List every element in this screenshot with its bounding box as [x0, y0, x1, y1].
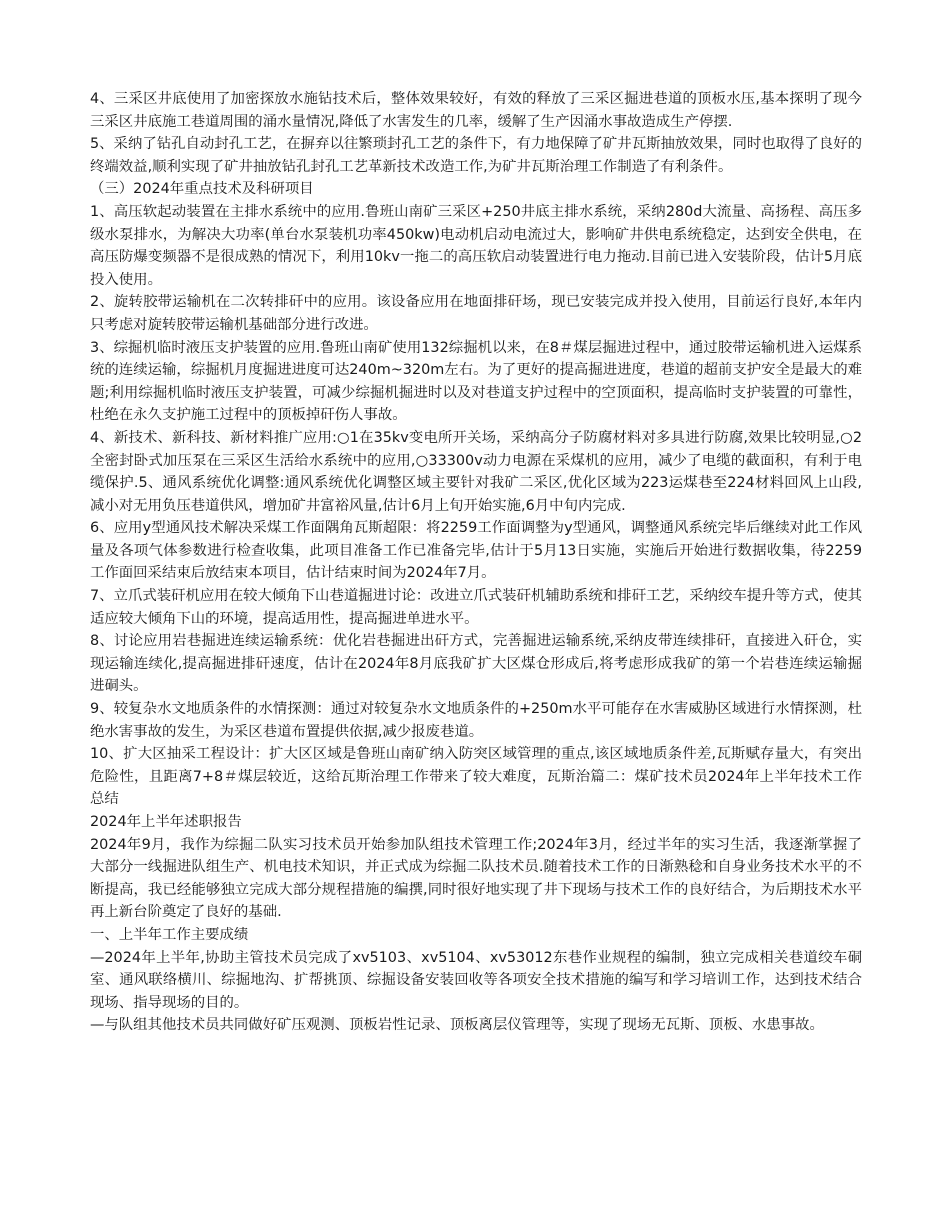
paragraph-project-9-hydrology: 9、较复杂水文地质条件的水情探测：通过对较复杂水文地质条件的+250m水平可能存在水害威胁区域进行水情探测，杜绝水害事故的发生，为采区巷道布置提供依据,减少报废巷道。	[90, 701, 862, 740]
paragraph-report-intro: 2024年9月，我作为综掘二队实习技术员开始参加队组技术管理工作;2024年3月，经过半年的实习生活，我逐渐掌握了大部分一线掘进队组生产、机电技术知识，并正式成为综掘二队技术员.随着技术工作的日渐熟稔和自身业务技术水平的不断提高，我已经能够独立完成大部分规程措施的编撰,同时很好地实现了井下现场与技术工作的良好结合，为后期技术水平再上新台阶奠定了良好的基础.	[90, 836, 862, 921]
paragraph-project-2-belt-conveyor: 2、旋转胶带运输机在二次转排矸中的应用。该设备应用在地面排矸场，现已安装完成并投入使用，目前运行良好,本年内只考虑对旋转胶带运输机基础部分进行改进。	[90, 294, 862, 333]
paragraph-project-6-y-ventilation: 6、应用y型通风技术解决采煤工作面隅角瓦斯超限：将2259工作面调整为y型通风，调整通风系统完毕后继续对此工作风量及各项气体参数进行检查收集，此项目准备工作已准备完毕,估计于5月13日实施，实施后开始进行数据收集，待2259工作面回采结束后放结束本项目，估计结束时间为2024年7月。	[90, 520, 862, 582]
report-title: 2024年上半年述职报告	[90, 814, 242, 830]
paragraph-project-7-loader: 7、立爪式装矸机应用在较大倾角下山巷道掘进讨论：改进立爪式装矸机辅助系统和排矸工艺，采纳绞车提升等方式，使其适应较大倾角下山的环境，提高适用性，提高掘进单进水平。	[90, 588, 862, 627]
paragraph-item-4-water-drilling: 4、三采区井底使用了加密探放水施钻技术后，整体效果较好，有效的释放了三采区掘进巷道的顶板水压,基本探明了现今三采区井底施工巷道周围的涌水量情况,降低了水害发生的几率，缓解了生产因涌水事故造成生产停摆.	[90, 91, 862, 130]
section-heading-2024-key-projects: （三）2024年重点技术及科研项目	[90, 181, 314, 198]
section-heading-achievements: 一、上半年工作主要成绩	[90, 926, 249, 943]
paragraph-project-4-new-technology: 4、新技术、新科技、新材料推广应用:○1在35kv变电所开关场，采纳高分子防腐材料对多具进行防腐,效果比较明显,○2全密封卧式加压泵在三采区生活给水系统中的应用,○33300v动力电源在采煤机的应用，减少了电缆的截面积，有利于电缆保护.5、通风系统优化调整:通风系统优化调整区域主要针对我矿二采区,优化区域为223运煤巷至224材料回风上山段,减小对无用负压巷道供风，增加矿井富裕风量,估计6月上旬开始实施,6月中旬内完成.	[90, 429, 862, 514]
document-body	[90, 88, 862, 1037]
paragraph-project-1-soft-start: 1、高压软起动装置在主排水系统中的应用.鲁班山南矿三采区+250井底主排水系统，采纳280d大流量、高扬程、高压多级水泵排水，为解决大功率(单台水泵装机功率450kw)电动机启动电流过大，影响矿井供电系统稳定，达到安全供电，在高压防爆变频器不是很成熟的情况下，利用10kv一拖二的高压软启动装置进行电力拖动.目前已进入安装阶段，估计5月底投入使用。	[90, 203, 862, 288]
paragraph-project-10-gas-drainage: 10、扩大区抽采工程设计：扩大区区域是鲁班山南矿纳入防突区域管理的重点,该区域地质条件差,瓦斯赋存量大，有突出危险性，且距离7+8＃煤层较近，这给瓦斯治理工作带来了较大难度，瓦斯治篇二：煤矿技术员2024年上半年技术工作总结	[90, 746, 862, 808]
paragraph-project-3-hydraulic-support: 3、综掘机临时液压支护装置的应用.鲁班山南矿使用132综掘机以来，在8＃煤层掘进过程中，通过胶带运输机进入运煤系统的连续运输，综掘机月度掘进进度可达240m~320m左右。为了更好的提高掘进进度，巷道的超前支护安全是最大的难题;利用综掘机临时液压支护装置，可减少综掘机掘进时以及对巷道支护过程中的空顶面积，提高临时支护装置的可靠性，杜绝在永久支护施工过程中的顶板掉矸伤人事故。	[90, 339, 862, 424]
paragraph-achievement-2: —与队组其他技术员共同做好矿压观测、顶板岩性记录、顶板离层仪管理等，实现了现场无瓦斯、顶板、水患事故。	[90, 1017, 824, 1034]
paragraph-item-5-borehole-sealing: 5、采纳了钻孔自动封孔工艺，在摒弃以往繁琐封孔工艺的条件下，有力地保障了矿井瓦斯抽放效果，同时也取得了良好的终端效益,顺利实现了矿井抽放钻孔封孔工艺革新技术改造工作,为矿井瓦斯治理工作制造了有利条件。	[90, 136, 862, 175]
paragraph-project-8-rock-roadway: 8、讨论应用岩巷掘进连续运输系统：优化岩巷掘进出矸方式，完善掘进运输系统,采纳皮带连续排矸，直接进入矸仓，实现运输连续化,提高掘进排矸速度，估计在2024年8月底我矿扩大区煤仓形成后,将考虑形成我矿的第一个岩巷连续运输掘进硐头。	[90, 633, 862, 695]
paragraph-achievement-1: —2024年上半年,协助主管技术员完成了xv5103、xv5104、xv53012东巷作业规程的编制，独立完成相关巷道绞车硐室、通风联络横川、综掘地沟、扩帮挑顶、综掘设备安装回收等各项安全技术措施的编写和学习培训工作，达到技术结合现场、指导现场的目的。	[90, 949, 862, 1011]
